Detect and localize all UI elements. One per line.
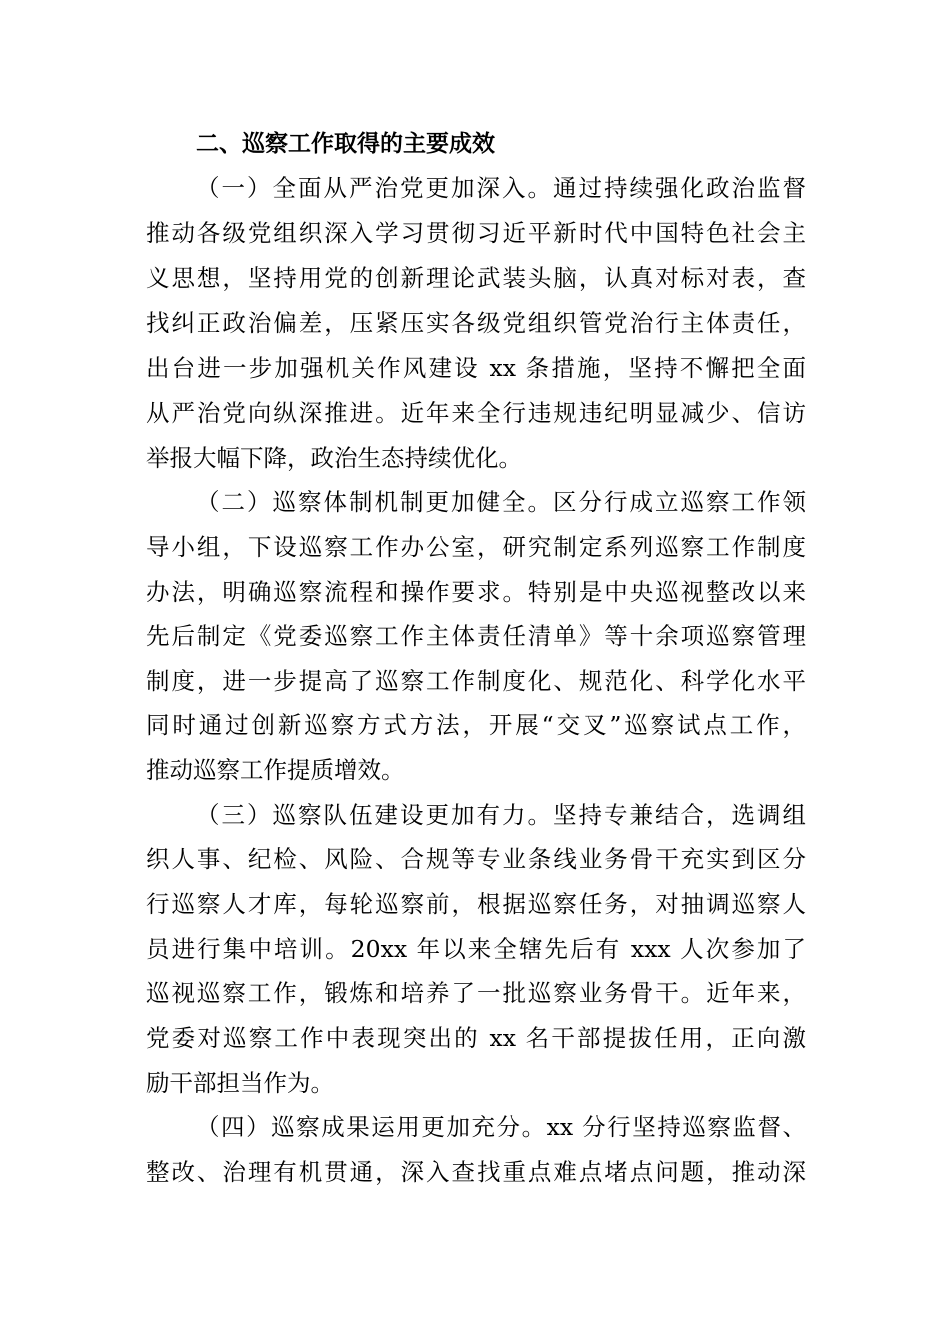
paragraph-line: 推动各级党组织深入学习贯彻习近平新时代中国特色社会主: [146, 219, 806, 247]
paragraph-line: 员进行集中培训。20xx 年以来全辖先后有 xxx 人次参加了: [146, 935, 806, 963]
paragraph-line: 巡视巡察工作，锻炼和培养了一批巡察业务骨干。近年来，: [146, 979, 806, 1007]
paragraph-line: 从严治党向纵深推进。近年来全行违规违纪明显减少、信访: [146, 399, 806, 427]
paragraph-line: 整改、治理有机贯通，深入查找重点难点堵点问题，推动深: [146, 1158, 806, 1186]
paragraph-line: 找纠正政治偏差，压紧压实各级党组织管党治行主体责任，: [146, 309, 806, 337]
paragraph-line: 行巡察人才库，每轮巡察前，根据巡察任务，对抽调巡察人: [146, 890, 806, 918]
paragraph-line: 同时通过创新巡察方式方法，开展“交叉”巡察试点工作，: [146, 711, 806, 739]
paragraph-line: 励干部担当作为。: [146, 1069, 334, 1097]
paragraph-line: 举报大幅下降，政治生态持续优化。: [146, 444, 522, 472]
paragraph-line: 织人事、纪检、风险、合规等专业条线业务骨干充实到区分: [146, 845, 806, 873]
paragraph-line: （二）巡察体制机制更加健全。区分行成立巡察工作领: [196, 488, 806, 516]
paragraph-line: （四）巡察成果运用更加充分。xx 分行坚持巡察监督、: [196, 1113, 806, 1141]
paragraph-line: 义思想，坚持用党的创新理论武装头脑，认真对标对表，查: [146, 264, 806, 292]
paragraph-line: 导小组，下设巡察工作办公室，研究制定系列巡察工作制度: [146, 533, 806, 561]
paragraph-line: 办法，明确巡察流程和操作要求。特别是中央巡视整改以来: [146, 578, 806, 606]
paragraph-line: 制度，进一步提高了巡察工作制度化、规范化、科学化水平: [146, 667, 806, 695]
paragraph-line: 推动巡察工作提质增效。: [146, 756, 405, 784]
paragraph-line: （三）巡察队伍建设更加有力。坚持专兼结合，选调组: [196, 801, 806, 829]
section-heading: 二、巡察工作取得的主要成效: [196, 131, 495, 157]
paragraph-line: 出台进一步加强机关作风建设 xx 条措施，坚持不懈把全面: [146, 354, 806, 382]
paragraph-line: 先后制定《党委巡察工作主体责任清单》等十余项巡察管理: [146, 622, 806, 650]
paragraph-line: 党委对巡察工作中表现突出的 xx 名干部提拔任用，正向激: [146, 1024, 806, 1052]
paragraph-line: （一）全面从严治党更加深入。通过持续强化政治监督: [196, 174, 806, 202]
